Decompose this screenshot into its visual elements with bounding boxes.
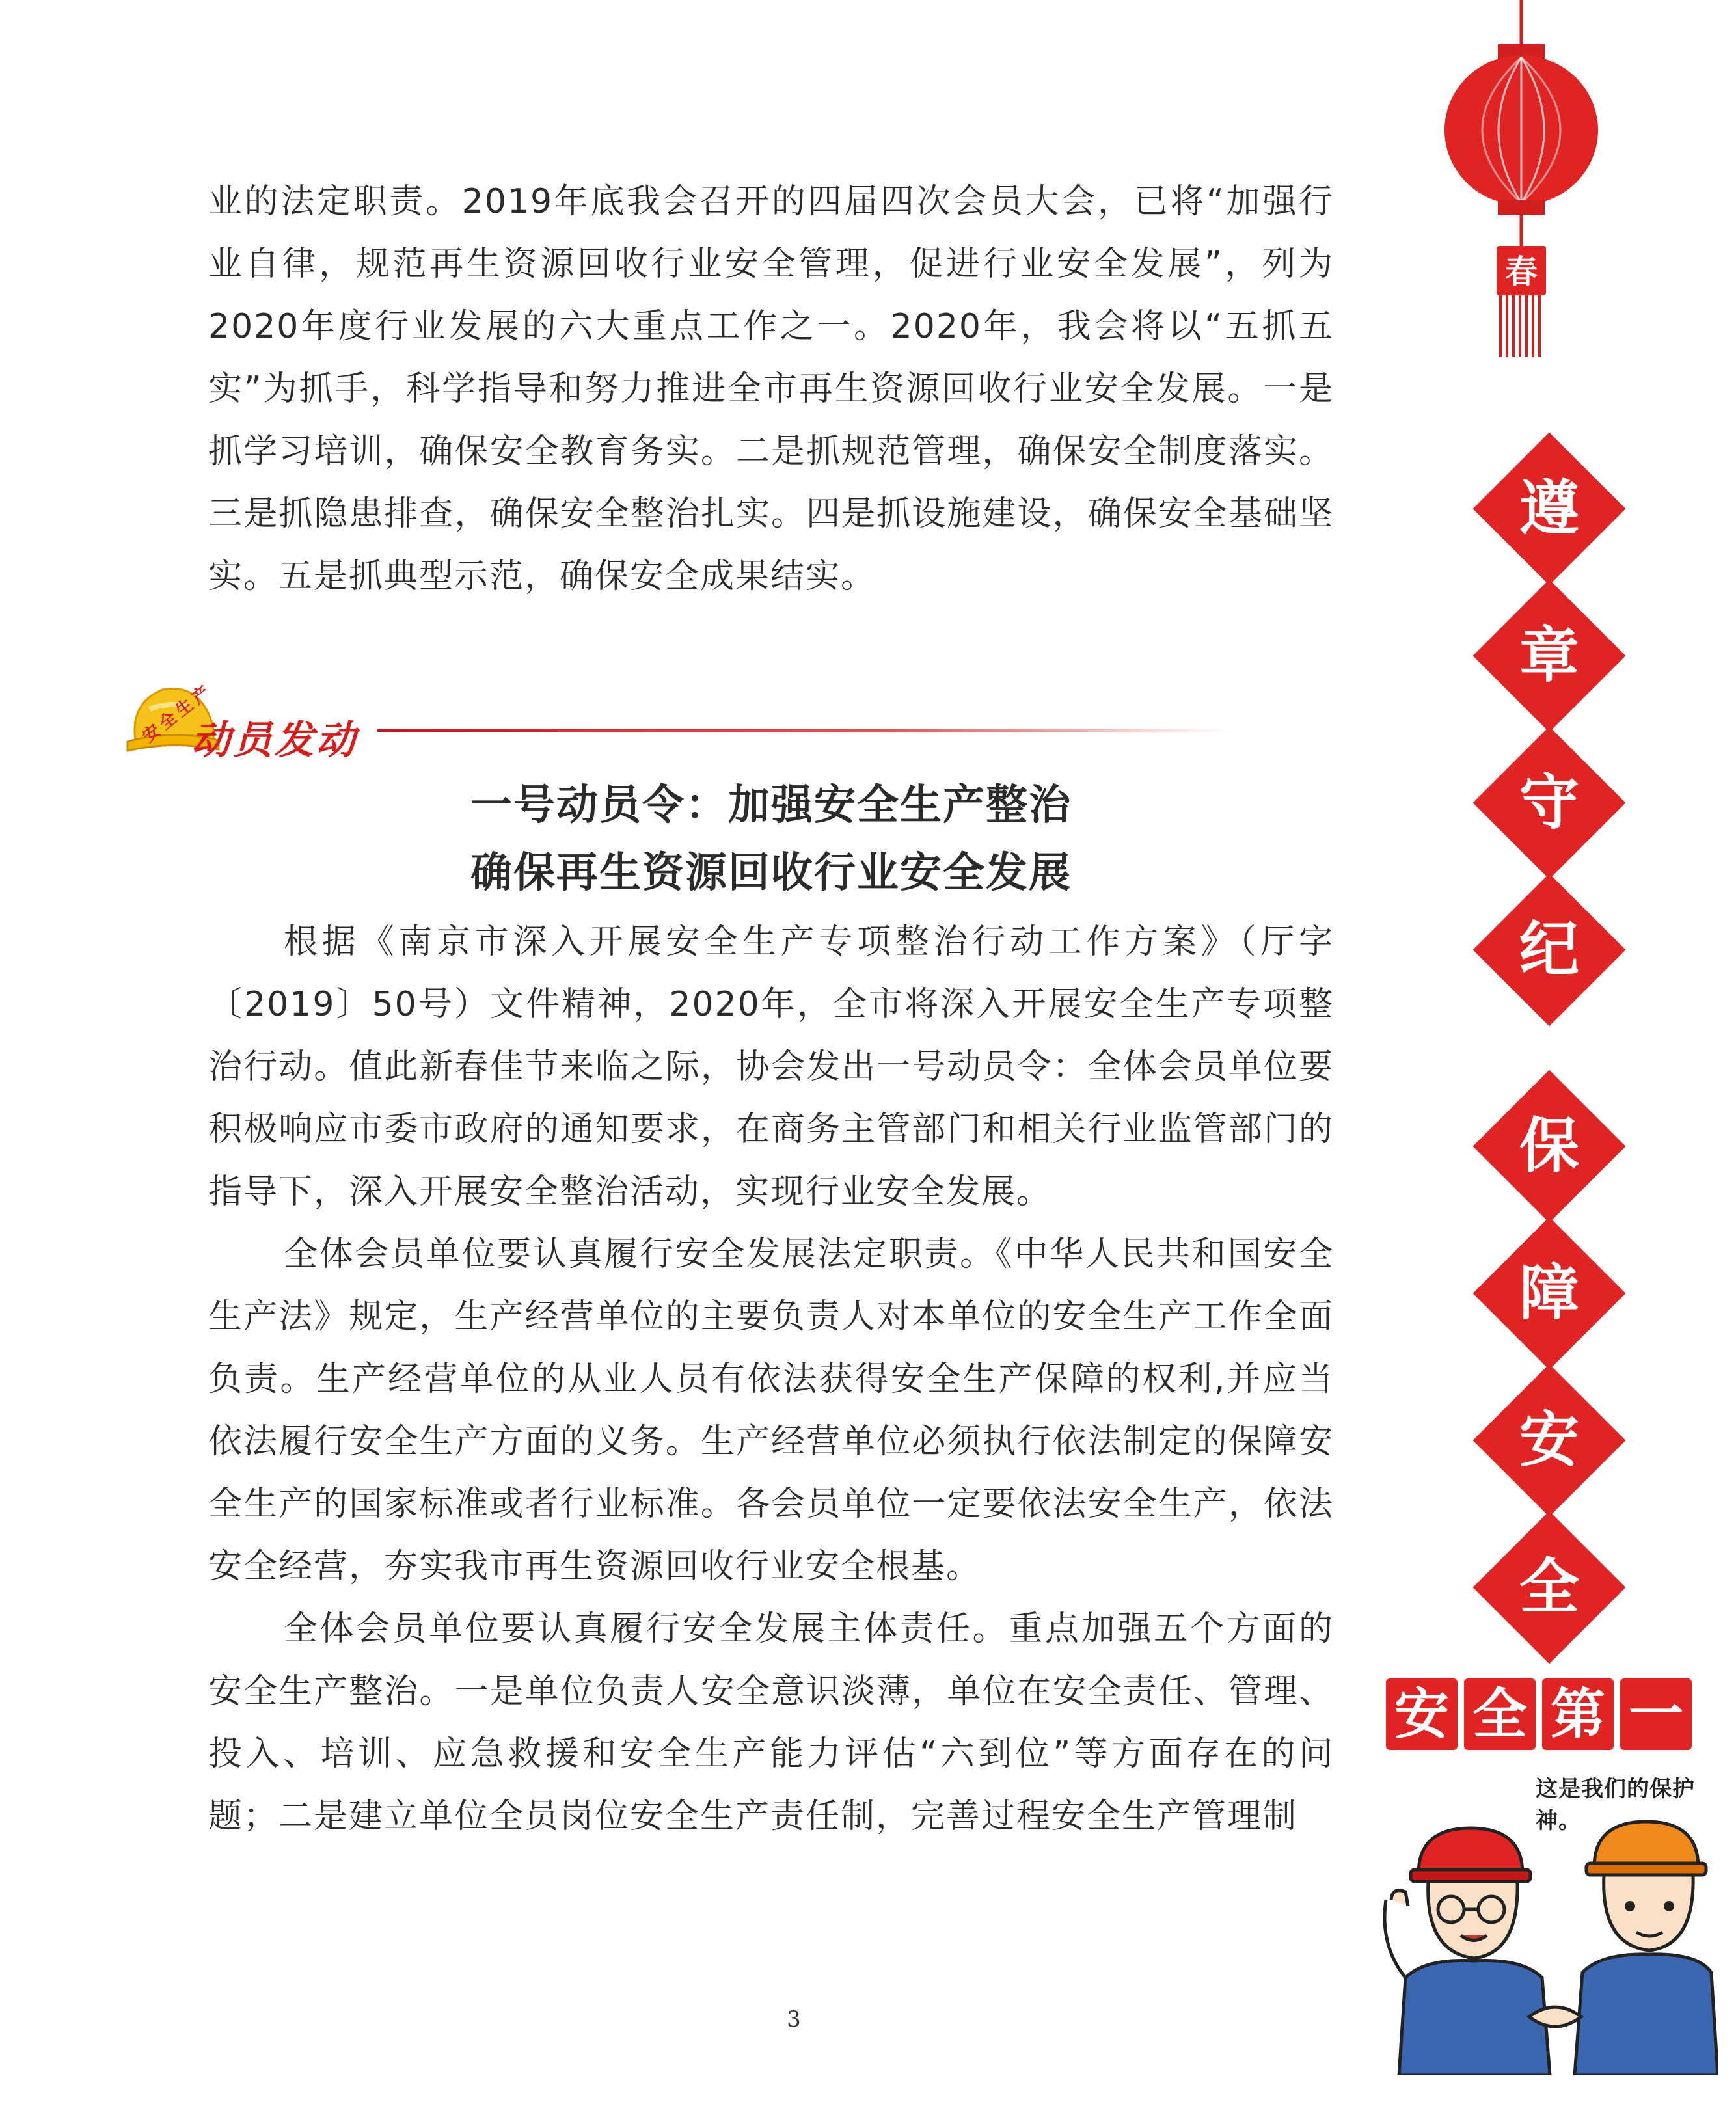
headline-line-2: 确保再生资源回收行业安全发展	[470, 849, 1072, 897]
diamond-char: 全	[1519, 1552, 1579, 1622]
intro-block	[208, 170, 1334, 608]
intro-paragraph: 业的法定职责。2019年底我会召开的四届四次会员大会，已将“加强行业自律，规范再生资源回收行业安全管理，促进行业安全发展”，列为2020年度行业发展的六大重点工作之一。2020年，我会将以“五抓五实”为抓手，科学指导和努力推进全市再生资源回收行业安全发展。一是抓学习培训，确保安全教育务实。二是抓规范管理，确保安全制度落实。三是抓隐患排查，确保安全整治扎实。四是抓设施建设，确保安全基础坚实。五是抓典型示范，确保安全成果结实。	[208, 182, 1334, 596]
diamond-char: 安	[1519, 1405, 1579, 1475]
diamond-cell	[1472, 579, 1626, 733]
slogan-tile: 全	[1464, 1678, 1536, 1750]
slogan-tile: 安	[1386, 1678, 1458, 1750]
section-header	[124, 664, 1230, 781]
slogan-tile: 一	[1620, 1678, 1692, 1750]
headline-line-1: 一号动员令：加强安全生产整治	[470, 781, 1072, 829]
slogan-tile: 第	[1542, 1678, 1614, 1750]
diamond-cell	[1472, 726, 1626, 880]
section-divider	[377, 729, 1230, 732]
diamond-cell	[1472, 432, 1626, 586]
workers-illustration	[1379, 1802, 1718, 2075]
diamond-char: 守	[1519, 768, 1579, 837]
speech-caption: 这是我们的保护神。	[1536, 1776, 1695, 1834]
diamond-cell	[1472, 1364, 1626, 1517]
page-number: 3	[787, 2006, 801, 2032]
body-block	[208, 911, 1334, 1848]
diamond-cell	[1472, 873, 1626, 1027]
diamond-char: 章	[1519, 621, 1579, 690]
diamond-char: 遵	[1519, 474, 1579, 543]
diamond-char: 障	[1519, 1258, 1579, 1328]
diamond-char: 保	[1519, 1111, 1579, 1181]
lantern-char: 春	[1505, 253, 1538, 291]
body-paragraph: 全体会员单位要认真履行安全发展主体责任。重点加强五个方面的安全生产整治。一是单位负责人安全意识淡薄，单位在安全责任、管理、投入、培训、应急救援和安全生产能力评估“六到位”等方面存在的问题；二是建立单位全员岗位安全生产责任制，完善过程安全生产管理制	[208, 1610, 1334, 1836]
section-title: 动员发动	[191, 718, 358, 763]
body-paragraph: 全体会员单位要认真履行安全发展法定职责。《中华人民共和国安全生产法》规定，生产经营单位的主要负责人对本单位的安全生产工作全面负责。生产经营单位的从业人员有依法获得安全生产保障的权利,并应当依法履行安全生产方面的义务。生产经营单位必须执行依法制定的保障安全生产的国家标准或者行业标准。各会员单位一定要依法安全生产，依法安全经营，夯实我市再生资源回收行业安全根基。	[208, 1235, 1334, 1586]
diamond-char: 纪	[1519, 915, 1579, 984]
diamond-cell	[1472, 1070, 1626, 1223]
diamond-cell	[1472, 1511, 1626, 1664]
body-paragraph: 根据《南京市深入开展安全生产专项整治行动工作方案》（厅字〔2019〕50号）文件精神，2020年，全市将深入开展安全生产专项整治行动。值此新春佳节来临之际，协会发出一号动员令：全体会员单位要积极响应市委市政府的通知要求，在商务主管部门和相关行业监管部门的指导下，深入开展安全整治活动，实现行业安全发展。	[208, 923, 1334, 1211]
diamond-cell	[1472, 1217, 1626, 1370]
helmet-text-label: 安全生产	[139, 680, 217, 747]
lantern-icon	[1443, 0, 1599, 364]
